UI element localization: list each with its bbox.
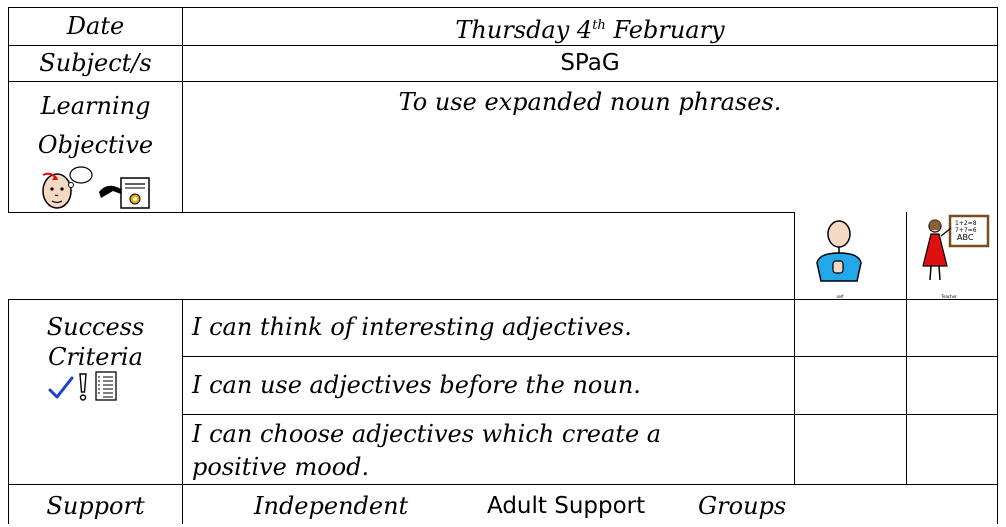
subject-label: Subject/s — [39, 49, 152, 77]
criteria-row-3-text-line2: positive mood. — [192, 453, 370, 481]
date-label: Date — [66, 12, 125, 40]
support-option-groups[interactable]: Groups — [698, 492, 787, 520]
criteria-row-3-self-cell[interactable] — [794, 414, 907, 485]
learning-label-line2: Objective — [37, 131, 154, 159]
date-value — [182, 11, 998, 45]
svg-text:7+7=6: 7+7=6 — [955, 227, 977, 234]
support-option-adult-support[interactable]: Adult Support — [487, 493, 646, 519]
learning-label-line1: Learning — [40, 92, 151, 120]
date-value-main: Thursday 4 — [455, 16, 593, 44]
subject-value: SPaG — [560, 50, 620, 76]
exclamation-icon — [77, 372, 89, 402]
support-option-independent[interactable]: Independent — [254, 492, 409, 520]
criteria-row-1-self-cell[interactable] — [794, 299, 907, 357]
tick-icon — [48, 376, 74, 400]
teacher-label: Teacher — [941, 294, 957, 299]
criteria-row-2-self-cell[interactable] — [794, 356, 907, 415]
date-value-ordinal: th — [592, 18, 606, 33]
criteria-row-1-text: I can think of interesting adjectives. — [192, 313, 632, 341]
criteria-row-2-teacher-cell[interactable] — [906, 356, 998, 415]
criteria-row-2-text: I can use adjectives before the noun. — [192, 371, 641, 399]
success-label-line2: Criteria — [48, 343, 143, 371]
criteria-row-1-teacher-cell[interactable] — [906, 299, 998, 357]
certificate-icon — [97, 170, 155, 210]
date-value-month: February — [605, 16, 725, 44]
learning-objective-text: To use expanded noun phrases. — [398, 88, 782, 116]
teacher-board-icon — [921, 214, 991, 288]
checklist-icon — [95, 371, 117, 401]
self-person-icon — [811, 219, 867, 289]
success-label-line1: Success — [46, 313, 145, 341]
thinking-head-icon — [37, 165, 95, 209]
criteria-row-3-teacher-cell[interactable] — [906, 414, 998, 485]
svg-text:ABC: ABC — [957, 233, 974, 242]
svg-text:1+2=8: 1+2=8 — [955, 220, 977, 227]
criteria-row-3-text-line1: I can choose adjectives which create a — [192, 420, 662, 448]
support-label: Support — [46, 492, 145, 520]
self-label: self — [836, 294, 844, 299]
